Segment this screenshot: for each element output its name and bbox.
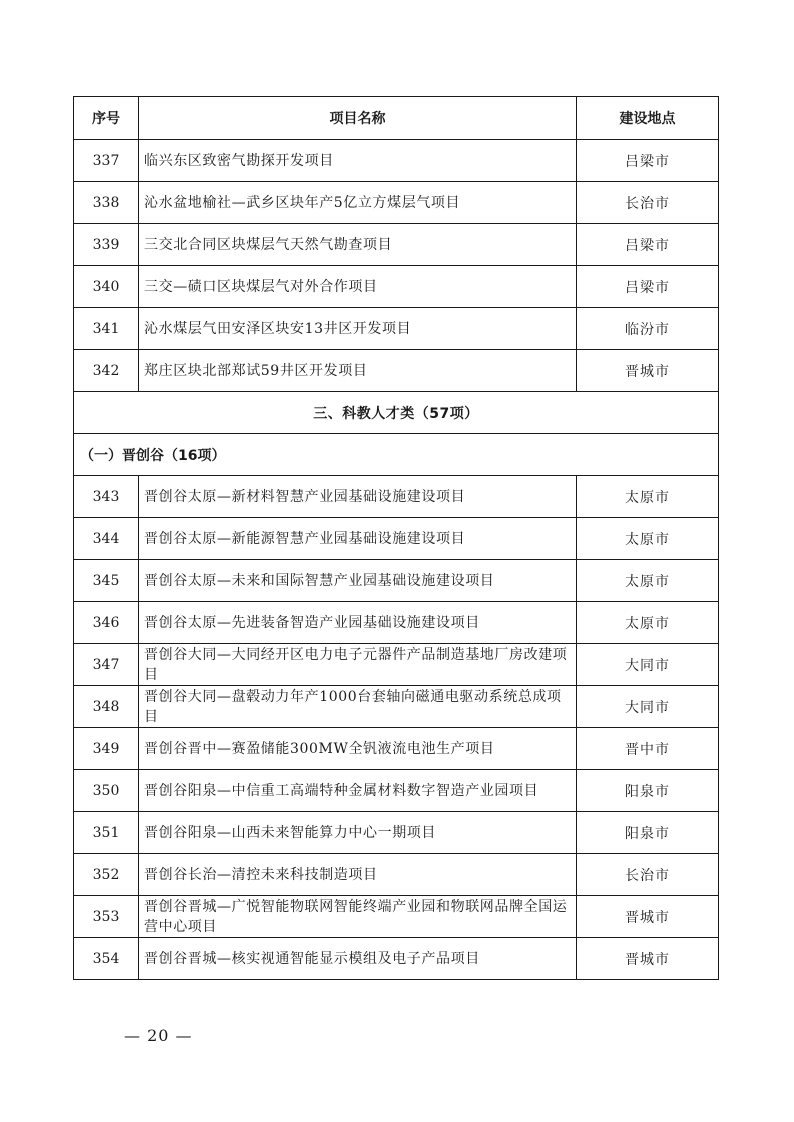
table-row bbox=[74, 266, 719, 308]
table-row bbox=[74, 644, 719, 686]
row-number: 337 bbox=[74, 140, 139, 182]
row-number: 354 bbox=[74, 938, 139, 980]
table-row bbox=[74, 686, 719, 728]
row-project-name: 晋创谷阳泉—山西未来智能算力中心一期项目 bbox=[139, 812, 577, 854]
row-project-name: 晋创谷阳泉—中信重工高端特种金属材料数字智造产业园项目 bbox=[139, 770, 577, 812]
row-number: 350 bbox=[74, 770, 139, 812]
row-project-name: 沁水煤层气田安泽区块安13井区开发项目 bbox=[139, 308, 577, 350]
row-project-name: 晋创谷太原—先进装备智造产业园基础设施建设项目 bbox=[139, 602, 577, 644]
row-location: 阳泉市 bbox=[577, 770, 719, 812]
table-row bbox=[74, 140, 719, 182]
row-location: 太原市 bbox=[577, 560, 719, 602]
row-project-name: 临兴东区致密气勘探开发项目 bbox=[139, 140, 577, 182]
row-number: 338 bbox=[74, 182, 139, 224]
subsection-title: （一）晋创谷（16项） bbox=[74, 434, 719, 476]
table-row bbox=[74, 560, 719, 602]
row-location: 晋中市 bbox=[577, 728, 719, 770]
row-location: 长治市 bbox=[577, 182, 719, 224]
row-location: 吕梁市 bbox=[577, 266, 719, 308]
row-number: 351 bbox=[74, 812, 139, 854]
table-row bbox=[74, 770, 719, 812]
table-row bbox=[74, 812, 719, 854]
row-location: 阳泉市 bbox=[577, 812, 719, 854]
table-row bbox=[74, 224, 719, 266]
row-project-name: 晋创谷太原—新能源智慧产业园基础设施建设项目 bbox=[139, 518, 577, 560]
row-location: 临汾市 bbox=[577, 308, 719, 350]
row-location: 大同市 bbox=[577, 644, 719, 686]
header-location: 建设地点 bbox=[577, 97, 719, 140]
row-number: 345 bbox=[74, 560, 139, 602]
section-title: 三、科教人才类（57项） bbox=[74, 392, 719, 434]
row-project-name: 晋创谷太原—新材料智慧产业园基础设施建设项目 bbox=[139, 476, 577, 518]
table-row bbox=[74, 602, 719, 644]
subsection-heading-row bbox=[74, 434, 719, 476]
row-project-name: 晋创谷太原—未来和国际智慧产业园基础设施建设项目 bbox=[139, 560, 577, 602]
row-project-name: 晋创谷晋城—核实视通智能显示模组及电子产品项目 bbox=[139, 938, 577, 980]
row-project-name: 三交北合同区块煤层气天然气勘查项目 bbox=[139, 224, 577, 266]
row-location: 长治市 bbox=[577, 854, 719, 896]
row-number: 348 bbox=[74, 686, 139, 728]
row-number: 343 bbox=[74, 476, 139, 518]
row-location: 晋城市 bbox=[577, 938, 719, 980]
row-location: 吕梁市 bbox=[577, 224, 719, 266]
row-location: 晋城市 bbox=[577, 350, 719, 392]
table-row bbox=[74, 182, 719, 224]
row-location: 太原市 bbox=[577, 476, 719, 518]
row-project-name: 郑庄区块北部郑试59井区开发项目 bbox=[139, 350, 577, 392]
row-project-name: 晋创谷大同—大同经开区电力电子元器件产品制造基地厂房改建项目 bbox=[139, 644, 577, 686]
row-project-name: 三交—碛口区块煤层气对外合作项目 bbox=[139, 266, 577, 308]
table-row bbox=[74, 896, 719, 938]
row-number: 342 bbox=[74, 350, 139, 392]
table-row bbox=[74, 350, 719, 392]
table-row bbox=[74, 518, 719, 560]
table-header-row bbox=[74, 97, 719, 140]
row-number: 346 bbox=[74, 602, 139, 644]
row-project-name: 晋创谷晋城—广悦智能物联网智能终端产业园和物联网品牌全国运营中心项目 bbox=[139, 896, 577, 938]
row-project-name: 晋创谷大同—盘毂动力年产1000台套轴向磁通电驱动系统总成项目 bbox=[139, 686, 577, 728]
header-no: 序号 bbox=[74, 97, 139, 140]
row-location: 晋城市 bbox=[577, 896, 719, 938]
row-number: 340 bbox=[74, 266, 139, 308]
row-number: 341 bbox=[74, 308, 139, 350]
header-name: 项目名称 bbox=[139, 97, 577, 140]
table-row bbox=[74, 308, 719, 350]
row-location: 太原市 bbox=[577, 518, 719, 560]
row-number: 349 bbox=[74, 728, 139, 770]
row-project-name: 沁水盆地榆社—武乡区块年产5亿立方煤层气项目 bbox=[139, 182, 577, 224]
table-row bbox=[74, 476, 719, 518]
row-project-name: 晋创谷晋中—赛盈储能300MW全钒液流电池生产项目 bbox=[139, 728, 577, 770]
table-row bbox=[74, 938, 719, 980]
row-number: 347 bbox=[74, 644, 139, 686]
row-project-name: 晋创谷长治—清控未来科技制造项目 bbox=[139, 854, 577, 896]
row-number: 339 bbox=[74, 224, 139, 266]
table-row bbox=[74, 854, 719, 896]
row-number: 353 bbox=[74, 896, 139, 938]
row-location: 大同市 bbox=[577, 686, 719, 728]
section-heading-row bbox=[74, 392, 719, 434]
page-number: — 20 — bbox=[124, 1026, 193, 1045]
project-table bbox=[73, 96, 719, 980]
row-number: 352 bbox=[74, 854, 139, 896]
table-row bbox=[74, 728, 719, 770]
row-location: 吕梁市 bbox=[577, 140, 719, 182]
row-location: 太原市 bbox=[577, 602, 719, 644]
row-number: 344 bbox=[74, 518, 139, 560]
